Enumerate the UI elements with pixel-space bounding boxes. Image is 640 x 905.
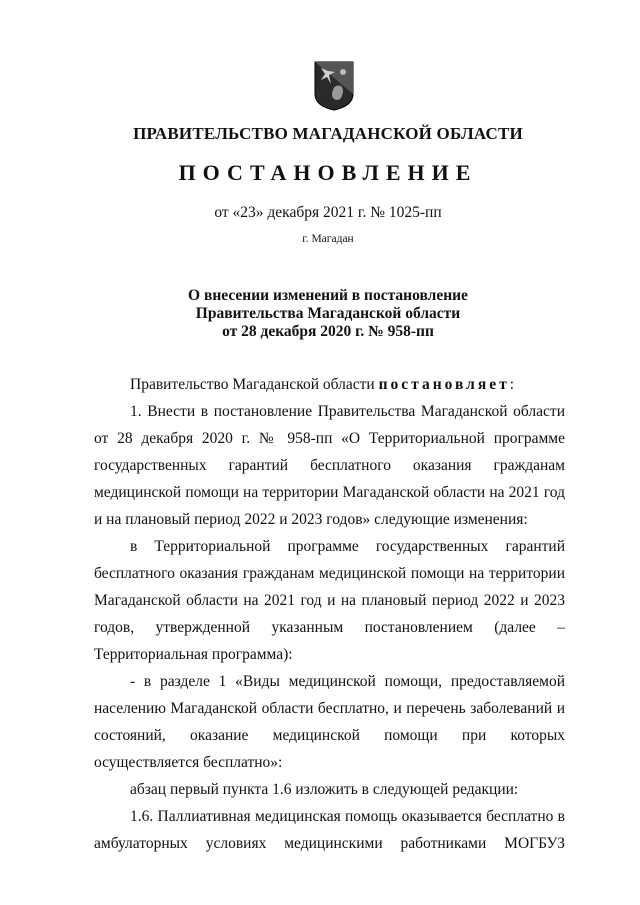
paragraph-3: - в разделе 1 «Виды медицинской помощи, предоставляемой населению Магаданской области бесплатно, и перечень заболеваний и состояний, оказание медицинской помощи при которых осуществляется бесплатно»: [94,673,565,771]
subject-line-3: от 28 декабря 2020 г. № 958-пп [222,323,434,340]
paragraph-2: в Территориальной программе государственных гарантий бесплатного оказания гражданам медицинской помощи на территории Магаданской области на 2021 год и на плановый период 2022 и 2023 годов, утвержденной указанным постановлением (далее – Территориальная программа): [94,538,565,663]
government-name: ПРАВИТЕЛЬСТВО МАГАДАНСКОЙ ОБЛАСТИ [133,124,523,143]
subject-line-2: Правительства Магаданской области [195,305,461,322]
document-type: ПОСТАНОВЛЕНИЕ [178,160,478,185]
intro-prefix: Правительство Магаданской области [130,376,379,393]
intro-suffix: : [509,376,515,393]
document-date-number: от «23» декабря 2021 г. № 1025-пп [214,204,442,221]
intro-resolves: постановляет [378,376,510,393]
paragraph-4: абзац первый пункта 1.6 изложить в следующей редакции: [130,781,519,798]
subject-line-1: О внесении изменений в постановление [188,287,468,304]
document-body [94,371,565,857]
document-subject [16,287,640,341]
document-city: г. Магадан [302,233,354,245]
intro-paragraph [94,371,565,398]
paragraph-5: 1.6. Паллиативная медицинская помощь оказывается бесплатно в амбулаторных условиях медицинскими работниками МОГБУЗ [94,808,565,852]
coat-of-arms-emblem [313,60,355,112]
paragraph-1: 1. Внести в постановление Правительства Магаданской области от 28 декабря 2020 г. № 958-пп «О Территориальной программе государственных гарантий бесплатного оказания гражданам медицинской помощи на территории Магаданской области на 2021 год и на плановый период 2022 и 2023 годов» следующие изменения: [94,403,565,528]
